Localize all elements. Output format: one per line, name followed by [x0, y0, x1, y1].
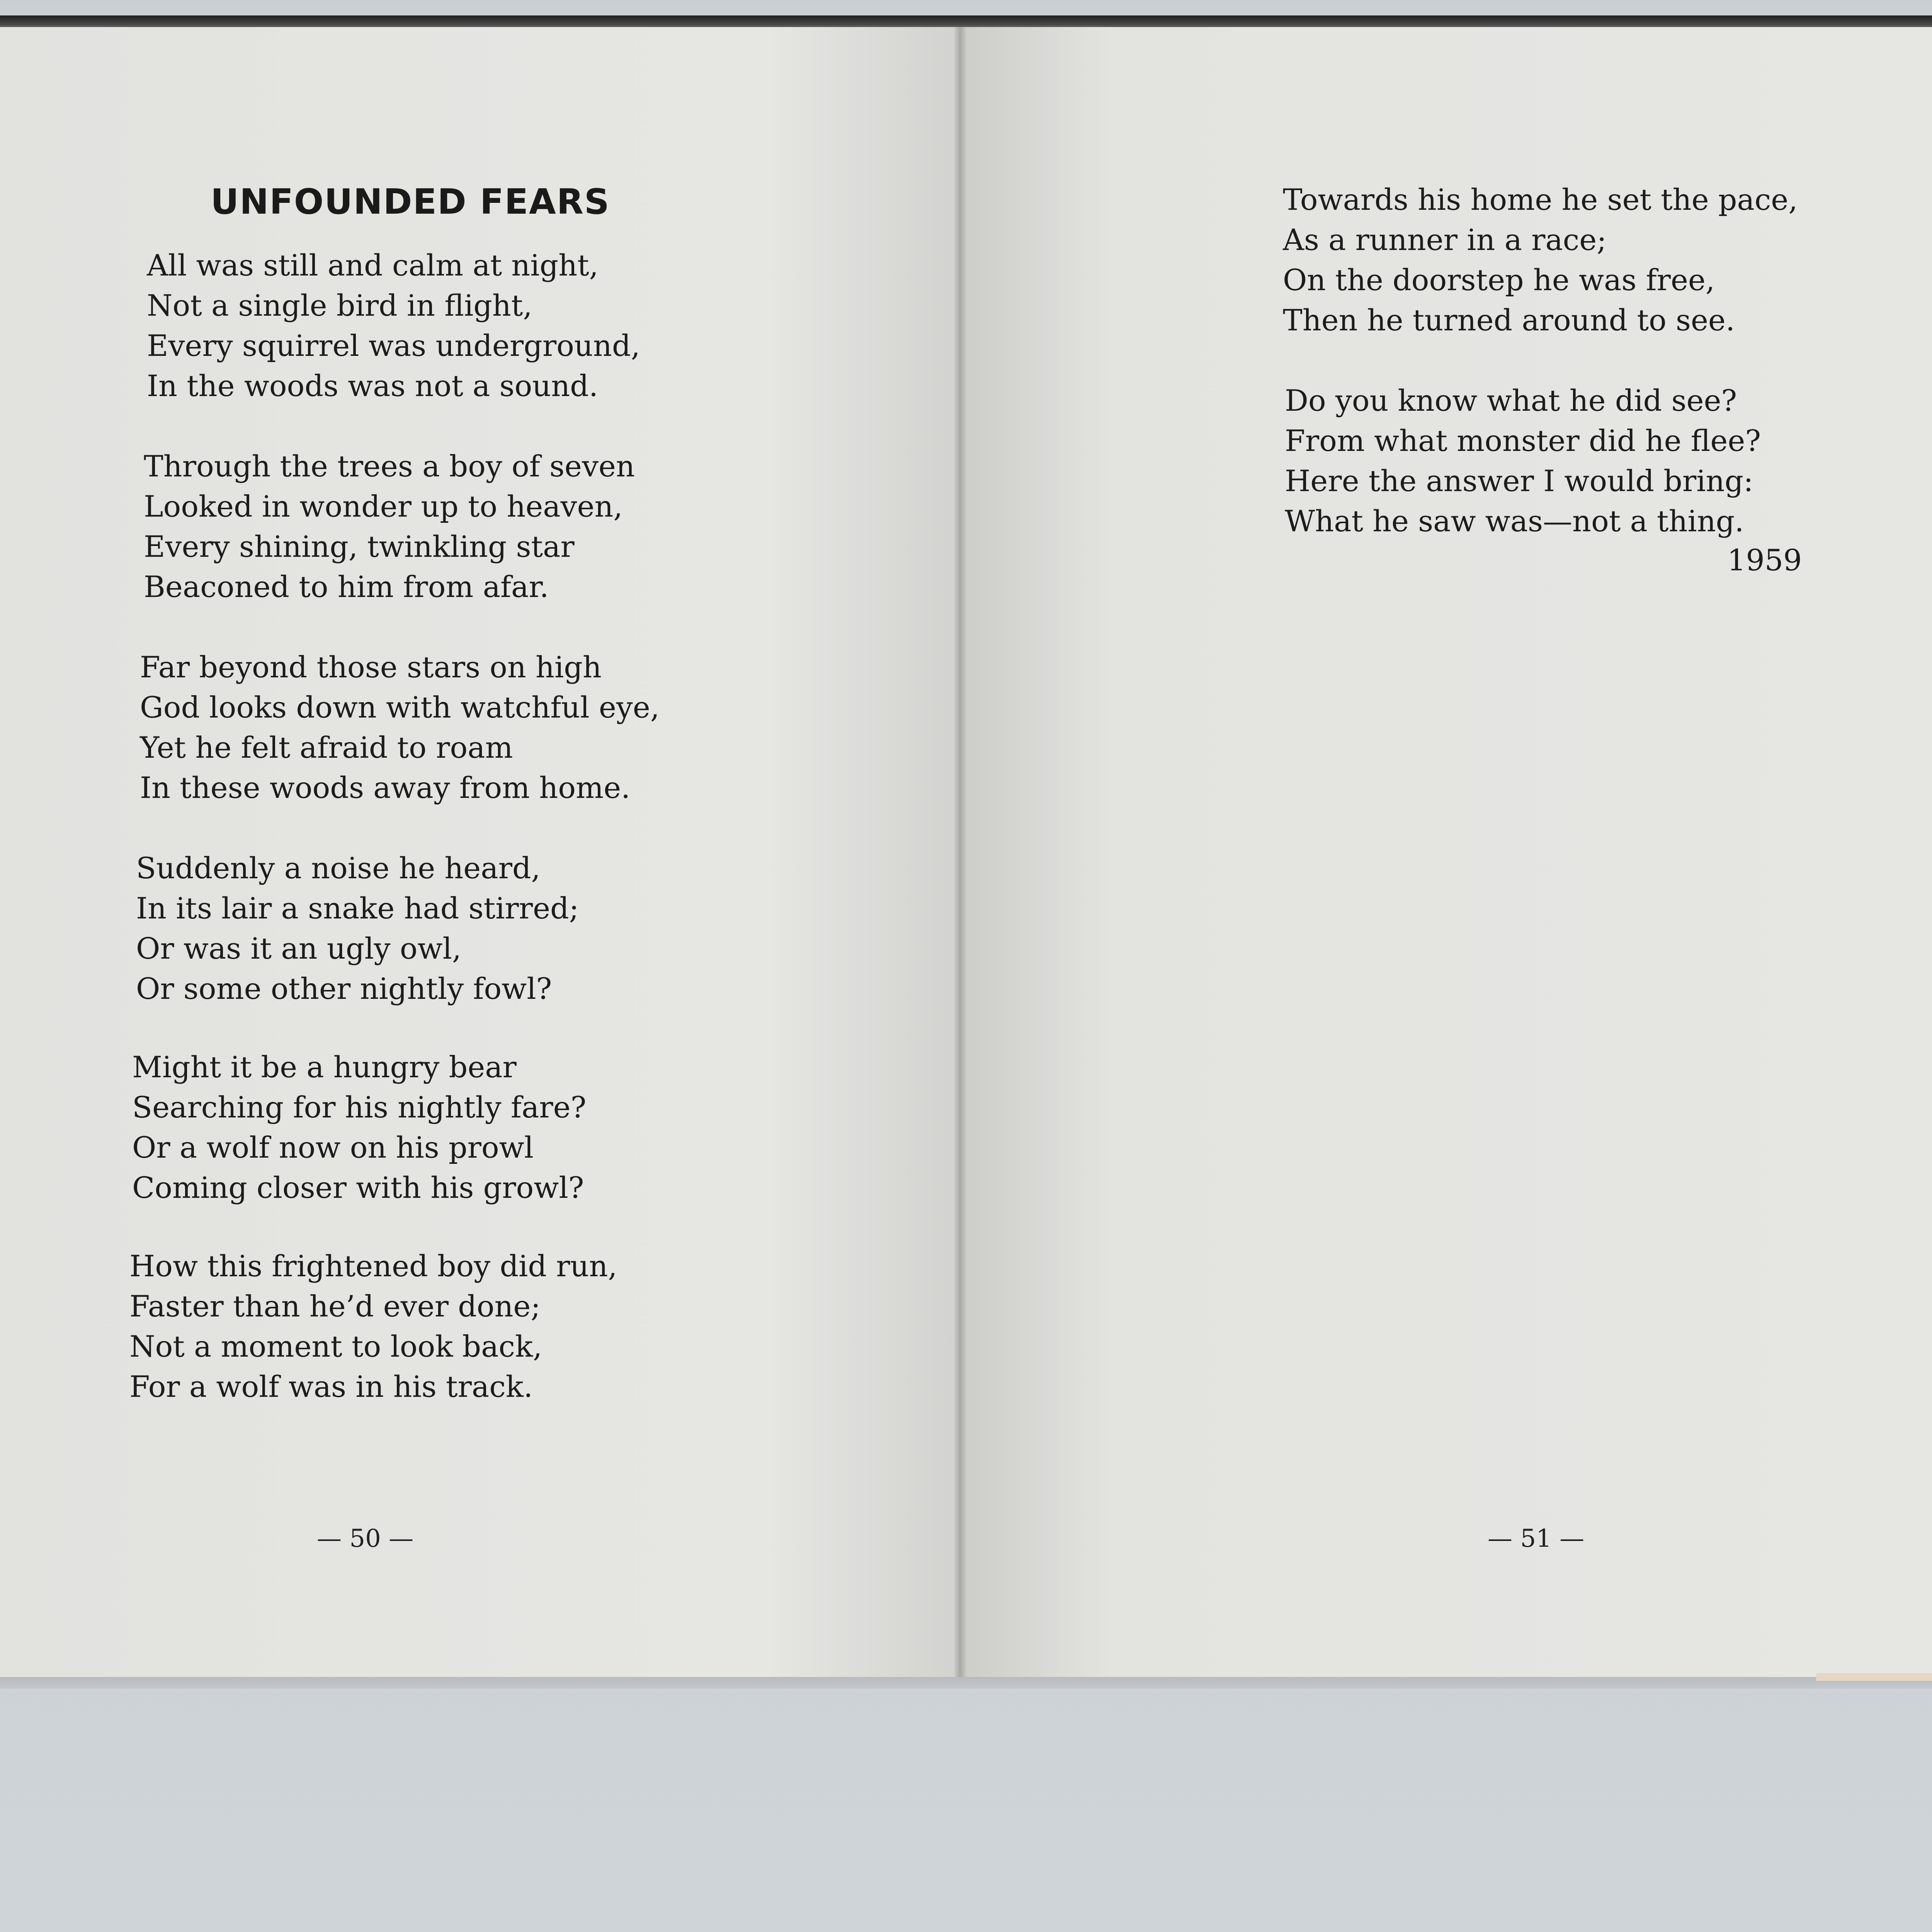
- poem-line: God looks down with watchful eye,: [140, 690, 660, 724]
- book-gutter: [954, 27, 966, 1689]
- left-stanza-3: [140, 647, 660, 808]
- poem-line: What he saw was—not a thing.: [1285, 504, 1744, 538]
- poem-line: Then he turned around to see.: [1283, 303, 1735, 337]
- poem-line: Or a wolf now on his prowl: [132, 1130, 534, 1165]
- poem-line: Searching for his nightly fare?: [132, 1090, 587, 1124]
- poem-year: 1959: [1727, 543, 1802, 577]
- poem-line: Looked in wonder up to heaven,: [144, 489, 623, 524]
- left-stanza-6: [129, 1246, 617, 1407]
- poem-line: Every squirrel was underground,: [147, 328, 640, 363]
- poem-line: Far beyond those stars on high: [140, 650, 602, 684]
- poem-line: Suddenly a noise he heard,: [136, 851, 541, 885]
- book-cover-edge: [1816, 1673, 1932, 1681]
- poem-line: Through the trees a boy of seven: [144, 449, 635, 483]
- poem-line: In these woods away from home.: [140, 770, 631, 805]
- poem-line: Yet he felt afraid to roam: [140, 730, 513, 765]
- poem-line: Every shining, twinkling star: [144, 529, 575, 564]
- poem-line: Here the answer I would bring:: [1285, 464, 1753, 498]
- page-number-right: — 51 —: [1488, 1524, 1585, 1553]
- left-stanza-2: [144, 446, 635, 607]
- poem-line: Not a moment to look back,: [129, 1329, 543, 1364]
- page-number-left: — 50 —: [317, 1524, 414, 1553]
- left-stanza-1: [147, 245, 640, 406]
- poem-line: As a runner in a race;: [1283, 223, 1607, 257]
- poem-line: How this frightened boy did run,: [129, 1249, 617, 1283]
- poem-line: All was still and calm at night,: [147, 248, 599, 282]
- poem-line: On the doorstep he was free,: [1283, 263, 1715, 297]
- poem-line: In its lair a snake had stirred;: [136, 891, 579, 925]
- right-stanza-2: [1285, 381, 1761, 541]
- poem-line: Might it be a hungry bear: [132, 1050, 517, 1084]
- poem-line: Faster than he’d ever done;: [129, 1289, 541, 1323]
- left-stanza-5: [132, 1047, 586, 1208]
- right-stanza-1: [1283, 180, 1798, 340]
- poem-line: Beaconed to him from afar.: [144, 570, 549, 604]
- poem-line: Coming closer with his growl?: [132, 1170, 584, 1205]
- left-stanza-4: [136, 848, 579, 1009]
- poem-line: Or was it an ugly owl,: [136, 931, 462, 966]
- poem-line: Do you know what he did see?: [1285, 383, 1737, 418]
- poem-line: Or some other nightly fowl?: [136, 971, 552, 1006]
- poem-line: For a wolf was in his track.: [129, 1369, 533, 1404]
- poem-line: Towards his home he set the pace,: [1283, 182, 1798, 217]
- poem-line: Not a single bird in flight,: [147, 288, 532, 323]
- book-bottom-edge: [0, 1677, 1932, 1689]
- poem-line: From what monster did he flee?: [1285, 423, 1761, 458]
- poem-title: UNFOUNDED FEARS: [211, 182, 610, 222]
- poem-line: In the woods was not a sound.: [147, 369, 598, 403]
